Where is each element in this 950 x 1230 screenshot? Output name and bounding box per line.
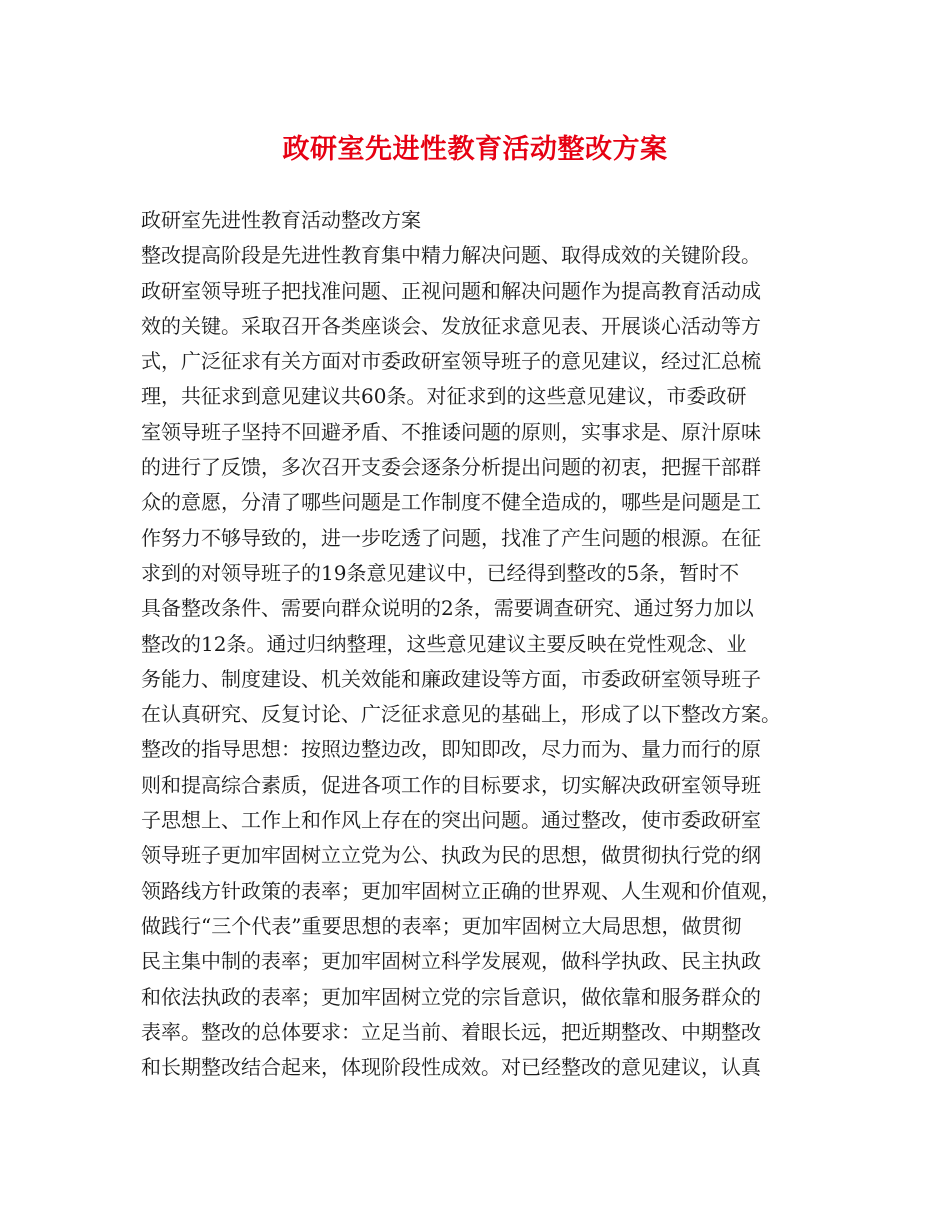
body-line-25: 和长期整改结合起来，体现阶段性成效。对已经整改的意见建议，认真 <box>141 1055 761 1080</box>
body-line-23: 和依法执政的表率；更加牢固树立党的宗旨意识，做依靠和服务群众的 <box>141 984 761 1009</box>
body-line-14: 务能力、制度建设、机关效能和廉政建设等方面，市委政研室领导班子 <box>141 666 761 691</box>
body-line-6: 理，共征求到意见建议共60条。对征求到的这些意见建议，市委政研 <box>141 384 747 409</box>
body-line-16: 整改的指导思想：按照边整边改，即知即改，尽力而为、量力而行的原 <box>141 737 761 762</box>
body-line-4: 效的关键。采取召开各类座谈会、发放征求意见表、开展谈心活动等方 <box>141 313 761 338</box>
body-line-21: 做践行“三个代表”重要思想的表率；更加牢固树立大局思想，做贯彻 <box>141 913 742 938</box>
body-line-24: 表率。整改的总体要求：立足当前、着眼长远，把近期整改、中期整改 <box>141 1019 761 1044</box>
body-line-2: 整改提高阶段是先进性教育集中精力解决问题、取得成效的关键阶段。 <box>141 243 761 268</box>
body-line-8: 的进行了反馈，多次召开支委会逐条分析提出问题的初衷，把握干部群 <box>141 455 761 480</box>
body-line-7: 室领导班子坚持不回避矛盾、不推诿问题的原则，实事求是、原汁原味 <box>141 419 761 444</box>
body-line-13: 整改的12条。通过归纳整理，这些意见建议主要反映在党性观念、业 <box>141 631 747 656</box>
body-line-9: 众的意愿，分清了哪些问题是工作制度不健全造成的，哪些是问题是工 <box>141 490 761 515</box>
body-line-10: 作努力不够导致的，进一步吃透了问题，找准了产生问题的根源。在征 <box>141 525 761 550</box>
body-line-12: 具备整改条件、需要向群众说明的2条，需要调查研究、通过努力加以 <box>141 596 754 621</box>
body-line-5: 式，广泛征求有关方面对市委政研室领导班子的意见建议，经过汇总梳 <box>141 349 761 374</box>
body-line-15: 在认真研究、反复讨论、广泛征求意见的基础上，形成了以下整改方案。 <box>141 702 781 727</box>
document-title: 政研室先进性教育活动整改方案 <box>282 134 668 165</box>
body-line-20: 领路线方针政策的表率；更加牢固树立正确的世界观、人生观和价值观， <box>141 878 781 903</box>
body-line-1: 政研室先进性教育活动整改方案 <box>141 208 421 232</box>
body-line-19: 领导班子更加牢固树立立党为公、执政为民的思想，做贯彻执行党的纲 <box>141 843 761 868</box>
document-body <box>141 203 821 1085</box>
body-line-18: 子思想上、工作上和作风上存在的突出问题。通过整改，使市委政研室 <box>141 808 761 833</box>
body-line-11: 求到的对领导班子的19条意见建议中，已经得到整改的5条，暂时不 <box>141 560 740 585</box>
body-line-22: 民主集中制的表率；更加牢固树立科学发展观，做科学执政、民主执政 <box>141 949 761 974</box>
body-line-3: 政研室领导班子把找准问题、正视问题和解决问题作为提高教育活动成 <box>141 278 761 303</box>
body-line-17: 则和提高综合素质，促进各项工作的目标要求，切实解决政研室领导班 <box>141 772 761 797</box>
